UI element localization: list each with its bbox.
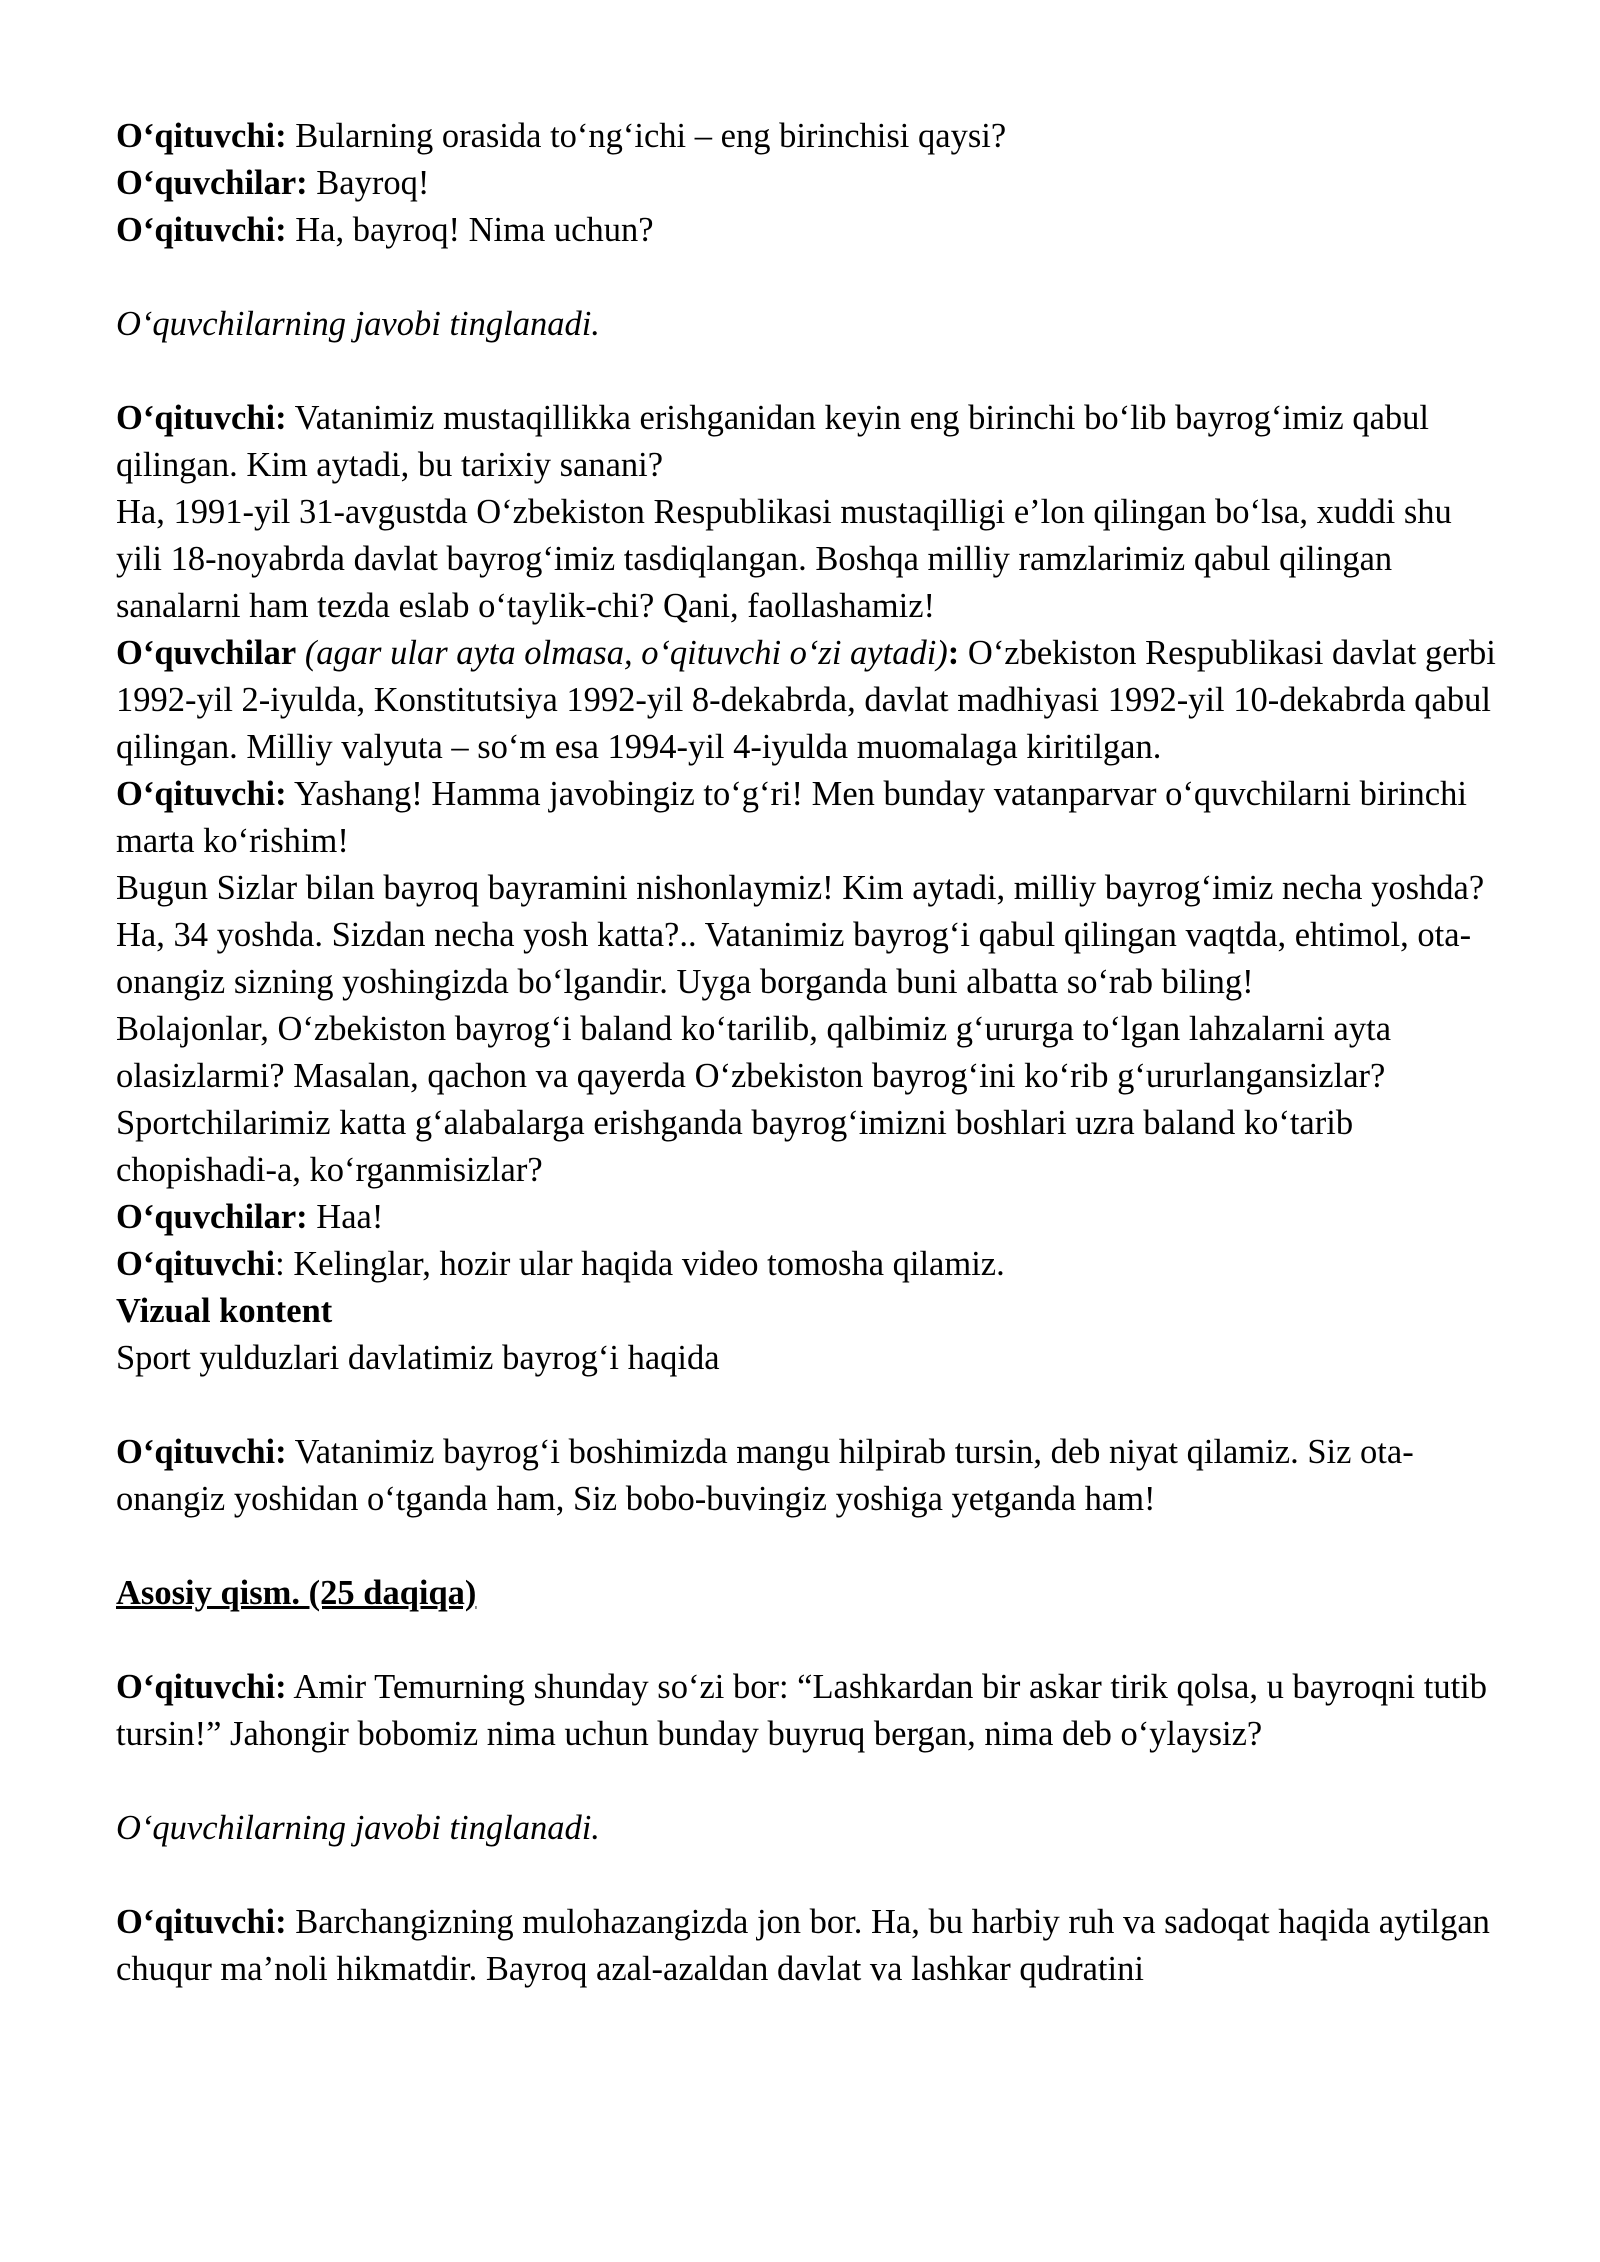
speaker-label: O‘quvchilar: (116, 164, 308, 202)
dialogue-text: Vatanimiz bayrog‘i boshimizda mangu hilpirab tursin, deb niyat qilamiz. Siz ota-onangiz yoshidan o‘tganda ham, Siz bobo-buvingiz yoshiga yetganda ham! (116, 1433, 1414, 1518)
visual-content-text: Sport yulduzlari davlatimiz bayrog‘i haqida (116, 1339, 720, 1377)
dialogue-line (116, 160, 1506, 207)
dialogue-text: Yashang! Hamma javobingiz to‘g‘ri! Men bunday vatanparvar o‘quvchilarni birinchi marta ko‘rishim! (116, 775, 1467, 860)
spacer (116, 348, 1506, 395)
speaker-label: O‘qituvchi (116, 1245, 276, 1283)
dialogue-text: Vatanimiz mustaqillikka erishganidan keyin eng birinchi bo‘lib bayrog‘imiz qabul qilingan. Kim aytadi, bu tarixiy sanani? (116, 399, 1430, 484)
spacer (116, 1852, 1506, 1899)
body-paragraph: Bolajonlar, O‘zbekiston bayrog‘i baland ko‘tarilib, qalbimiz g‘ururga to‘lgan lahzalarni ayta olasizlarmi? Masalan, qachon va qayerda O‘zbekiston bayrog‘ini ko‘rib g‘ururlangansizlar? Sportchilarimiz katta g‘alabalarga erishganda bayrog‘imizni boshlari uzra baland ko‘tarib chopishadi-a, ko‘rganmisizlar? (116, 1010, 1392, 1189)
document-page (116, 113, 1506, 1993)
speaker-label: O‘qituvchi: (116, 117, 287, 155)
speaker-label: O‘qituvchi: (116, 211, 287, 249)
dialogue-paragraph (116, 1664, 1506, 1758)
dialogue-text: : Kelinglar, hozir ular haqida video tomosha qilamiz. (275, 1245, 1005, 1283)
speaker-label: O‘qituvchi: (116, 1903, 287, 1941)
speaker-label: O‘qituvchi: (116, 399, 287, 437)
dialogue-line (116, 1241, 1506, 1288)
spacer (116, 254, 1506, 301)
dialogue-paragraph (116, 395, 1506, 489)
stage-note: O‘quvchilarning javobi tinglanadi. (116, 1809, 600, 1847)
spacer (116, 1758, 1506, 1805)
speaker-colon: : (947, 634, 960, 672)
speaker-label: O‘qituvchi: (116, 1668, 287, 1706)
dialogue-line (116, 207, 1506, 254)
body-paragraph: Ha, 1991-yil 31-avgustda O‘zbekiston Respublikasi mustaqilligi e’lon qilingan bo‘lsa, xuddi shu yili 18-noyabrda davlat bayrog‘imiz tasdiqlangan. Boshqa milliy ramzlarimiz qabul qilingan sanalarni ham tezda eslab o‘taylik-chi? Qani, faollashamiz! (116, 493, 1452, 625)
dialogue-text: Haa! (307, 1198, 384, 1236)
body-paragraph: Bugun Sizlar bilan bayroq bayramini nishonlaymiz! Kim aytadi, milliy bayrog‘imiz necha yoshda? Ha, 34 yoshda. Sizdan necha yosh katta?.. Vatanimiz bayrog‘i qabul qilingan vaqtda, ehtimol, ota-onangiz sizning yoshingizda bo‘lgandir. Uyga borganda buni albatta so‘rab biling! (116, 869, 1485, 1001)
dialogue-text: Bularning orasida to‘ng‘ichi – eng birinchisi qaysi? (286, 117, 1007, 155)
dialogue-text: O‘zbekiston Respublikasi davlat gerbi 1992-yil 2-iyulda, Konstitutsiya 1992-yil 8-dekabrda, davlat madhiyasi 1992-yil 10-dekabrda qabul qilingan. Milliy valyuta – so‘m esa 1994-yil 4-iyulda muomalaga kiritilgan. (116, 634, 1496, 766)
dialogue-text: Amir Temurning shunday so‘zi bor: “Lashkardan bir askar tirik qolsa, u bayroqni tutib tursin!” Jahongir bobomiz nima uchun bunday buyruq bergan, nima deb o‘ylaysiz? (116, 1668, 1487, 1753)
dialogue-text: Ha, bayroq! Nima uchun? (286, 211, 654, 249)
dialogue-paragraph (116, 1899, 1506, 1993)
stage-note: O‘quvchilarning javobi tinglanadi. (116, 305, 600, 343)
spacer (116, 1617, 1506, 1664)
dialogue-line (116, 113, 1506, 160)
visual-content-heading: Vizual kontent (116, 1292, 333, 1330)
dialogue-text: Bayroq! (307, 164, 430, 202)
spacer (116, 1382, 1506, 1429)
speaker-label: O‘qituvchi: (116, 1433, 287, 1471)
speaker-label: O‘quvchilar (116, 634, 297, 672)
speaker-label: O‘qituvchi: (116, 775, 287, 813)
dialogue-line (116, 1194, 1506, 1241)
speaker-label: O‘quvchilar: (116, 1198, 308, 1236)
dialogue-paragraph (116, 1429, 1506, 1523)
dialogue-text: Barchangizning mulohazangizda jon bor. Ha, bu harbiy ruh va sadoqat haqida aytilgan chuqur ma’noli hikmatdir. Bayroq azal-azaldan davlat va lashkar qudratini (116, 1903, 1490, 1988)
speaker-remark: (agar ular ayta olmasa, o‘qituvchi o‘zi aytadi) (296, 634, 948, 672)
dialogue-paragraph (116, 771, 1506, 865)
section-title: Asosiy qism. (25 daqiqa) (116, 1574, 477, 1612)
spacer (116, 1523, 1506, 1570)
dialogue-paragraph (116, 630, 1506, 771)
